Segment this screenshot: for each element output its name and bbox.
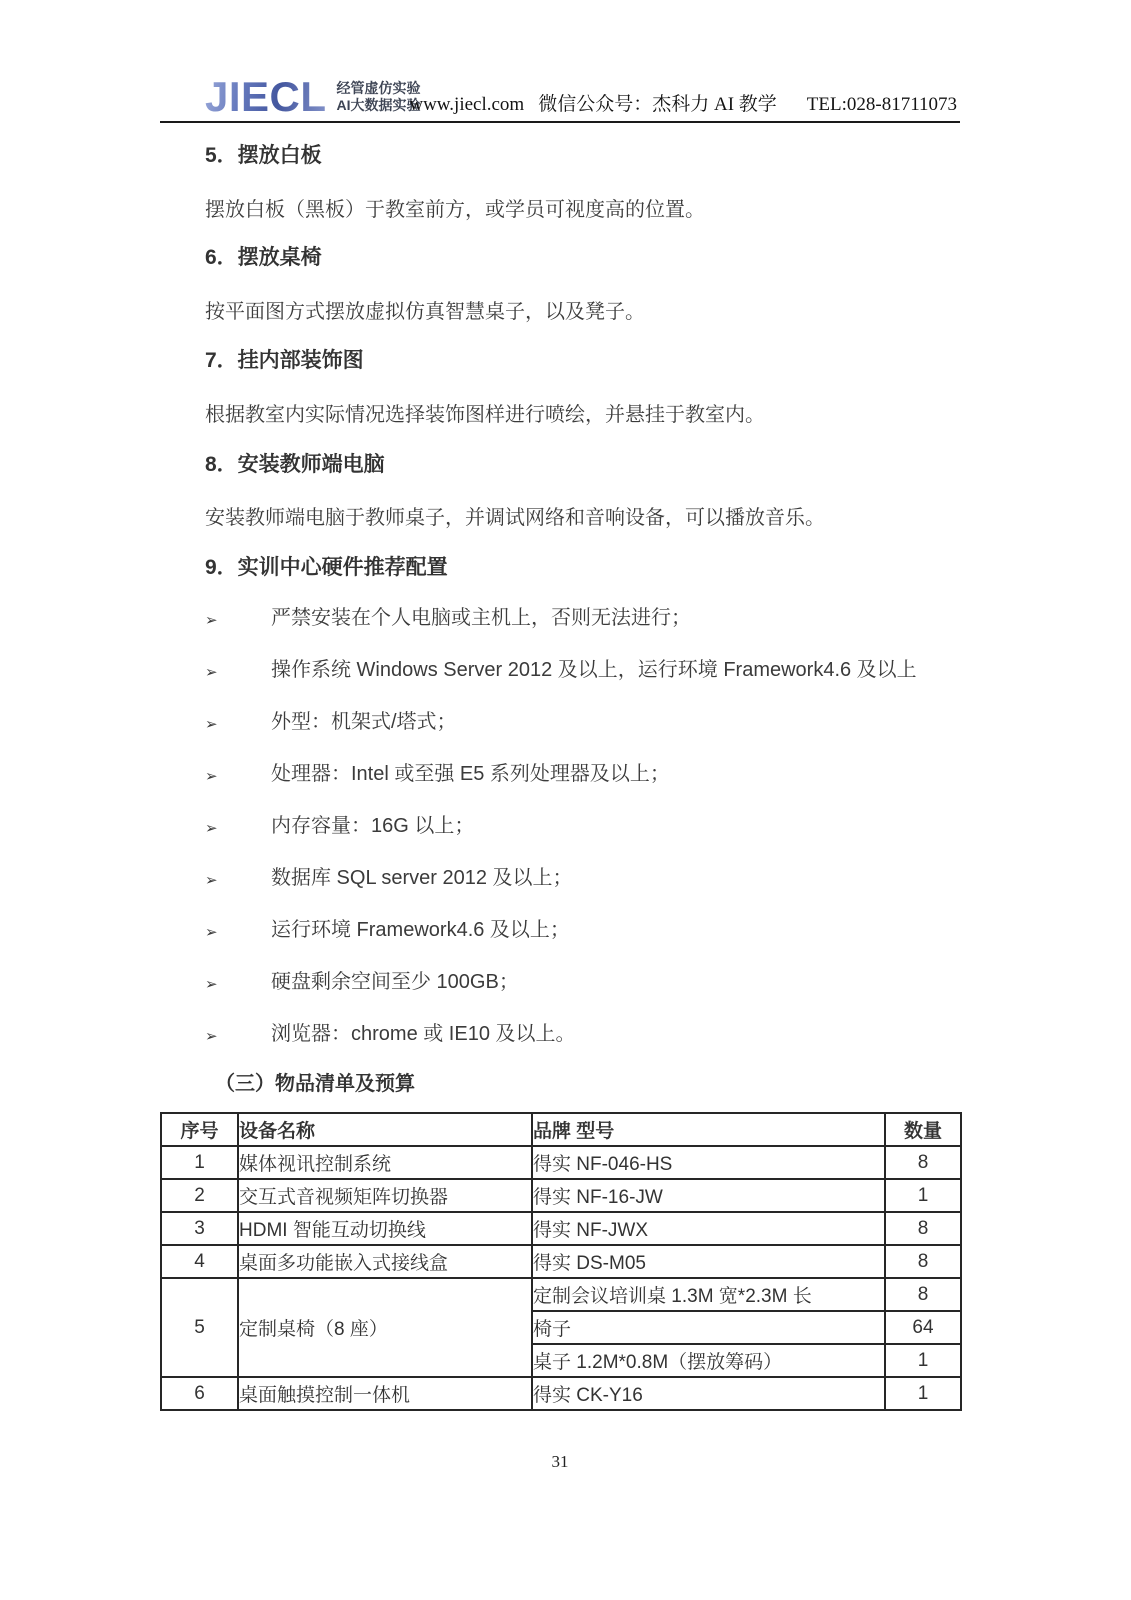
table-cell-model: 得实 CK-Y16 [532,1377,885,1410]
table-cell-qty: 8 [885,1212,961,1245]
arrow-bullet-icon: ➢ [205,924,218,941]
table-header-row [161,1113,961,1146]
table-cell-qty: 8 [885,1245,961,1278]
table-row [161,1179,961,1212]
table-cell-qty: 8 [885,1146,961,1179]
arrow-bullet-icon: ➢ [205,716,218,733]
page-header [160,0,960,123]
table-row [161,1278,961,1311]
table-cell-name: 交互式音视频矩阵切换器 [238,1179,532,1212]
requirement-item [205,657,975,683]
table-cell-model: 定制会议培训桌 1.3M 宽*2.3M 长 [532,1278,885,1311]
table-cell-qty: 1 [885,1179,961,1212]
requirement-item [205,969,975,995]
requirement-text: 外型：机架式/塔式； [271,711,457,733]
inventory-title: （三）物品清单及预算 [215,1073,415,1095]
table-cell-qty: 1 [885,1377,961,1410]
arrow-bullet-icon: ➢ [205,872,218,889]
arrow-bullet-icon: ➢ [205,1028,218,1045]
table-cell-no: 5 [161,1278,238,1377]
table-cell-name: 媒体视讯控制系统 [238,1146,532,1179]
brand-logo [205,73,421,120]
section-body-5: 摆放白板（黑板）于教室前方，或学员可视度高的位置。 [205,199,705,221]
table-cell-no: 3 [161,1212,238,1245]
tel-text: TEL:028-81711073 [806,94,957,115]
table-cell-no: 1 [161,1146,238,1179]
requirement-item [205,813,975,839]
requirement-text: 运行环境 Framework4.6 及以上； [271,919,570,941]
section-heading-5: 5．摆放白板 [205,144,322,167]
header-cell-model: 品牌 型号 [532,1113,885,1146]
section-body-7: 根据教室内实际情况选择装饰图样进行喷绘，并悬挂于教室内。 [205,404,765,426]
requirement-text: 处理器：Intel 或至强 E5 系列处理器及以上； [271,763,670,785]
wechat-text: 微信公众号：杰科力 AI 教学 [538,94,777,115]
tagline-line1: 经管虚仿实验 [336,80,421,96]
table-cell-qty: 8 [885,1278,961,1311]
table-row [161,1245,961,1278]
section-body-8: 安装教师端电脑于教师桌子，并调试网络和音响设备，可以播放音乐。 [205,507,825,529]
requirement-item [205,709,975,735]
arrow-bullet-icon: ➢ [205,768,218,785]
section-heading-6: 6．摆放桌椅 [205,246,322,269]
table-cell-model: 得实 NF-16-JW [532,1179,885,1212]
table-cell-name: 定制桌椅（8 座） [238,1278,532,1377]
arrow-bullet-icon: ➢ [205,664,218,681]
requirement-text: 操作系统 Windows Server 2012 及以上，运行环境 Framework4.6 及以上 [271,659,917,681]
requirement-item [205,761,975,787]
section-body-6: 按平面图方式摆放虚拟仿真智慧桌子，以及凳子。 [205,301,645,323]
table-cell-qty: 64 [885,1311,961,1344]
logo-tagline [337,80,421,115]
arrow-bullet-icon: ➢ [205,976,218,993]
page-number: 31 [551,1452,569,1471]
table-cell-model: 得实 NF-JWX [532,1212,885,1245]
table-cell-model: 得实 DS-M05 [532,1245,885,1278]
table-row [161,1212,961,1245]
arrow-bullet-icon: ➢ [205,612,218,629]
arrow-bullet-icon: ➢ [205,820,218,837]
table-cell-name: 桌面触摸控制一体机 [238,1377,532,1410]
table-cell-name: 桌面多功能嵌入式接线盒 [238,1245,532,1278]
requirement-text: 内存容量：16G 以上； [271,815,475,837]
requirement-text: 硬盘剩余空间至少 100GB； [271,971,519,993]
requirement-text: 浏览器：chrome 或 IE10 及以上。 [271,1023,576,1045]
section-heading-7: 7．挂内部装饰图 [205,349,364,372]
table-row [161,1146,961,1179]
requirement-text: 严禁安装在个人电脑或主机上，否则无法进行； [271,607,691,629]
section-heading-8: 8．安装教师端电脑 [205,453,385,476]
section-heading-9: 9．实训中心硬件推荐配置 [205,556,448,579]
table-cell-model: 得实 NF-046-HS [532,1146,885,1179]
requirement-item [205,605,975,631]
tagline-line2: AI大数据实验 [336,97,421,113]
requirement-item [205,865,975,891]
logo-wordmark: JIECL [205,73,327,120]
website-text: www.jiecl.com [409,94,525,115]
table-cell-model: 椅子 [532,1311,885,1344]
table-cell-model: 桌子 1.2M*0.8M（摆放筹码） [532,1344,885,1377]
table-cell-no: 4 [161,1245,238,1278]
table-row [161,1377,961,1410]
header-cell-qty: 数量 [885,1113,961,1146]
table-cell-name: HDMI 智能互动切换线 [238,1212,532,1245]
header-contact-info [409,89,957,116]
requirement-text: 数据库 SQL server 2012 及以上； [271,867,573,889]
requirement-item [205,1021,975,1047]
requirement-item [205,917,975,943]
table-cell-no: 6 [161,1377,238,1410]
document-body [205,125,975,1097]
table-cell-qty: 1 [885,1344,961,1377]
inventory-table [160,1112,962,1411]
header-cell-name: 设备名称 [238,1113,532,1146]
table-cell-no: 2 [161,1179,238,1212]
header-cell-no: 序号 [161,1113,238,1146]
